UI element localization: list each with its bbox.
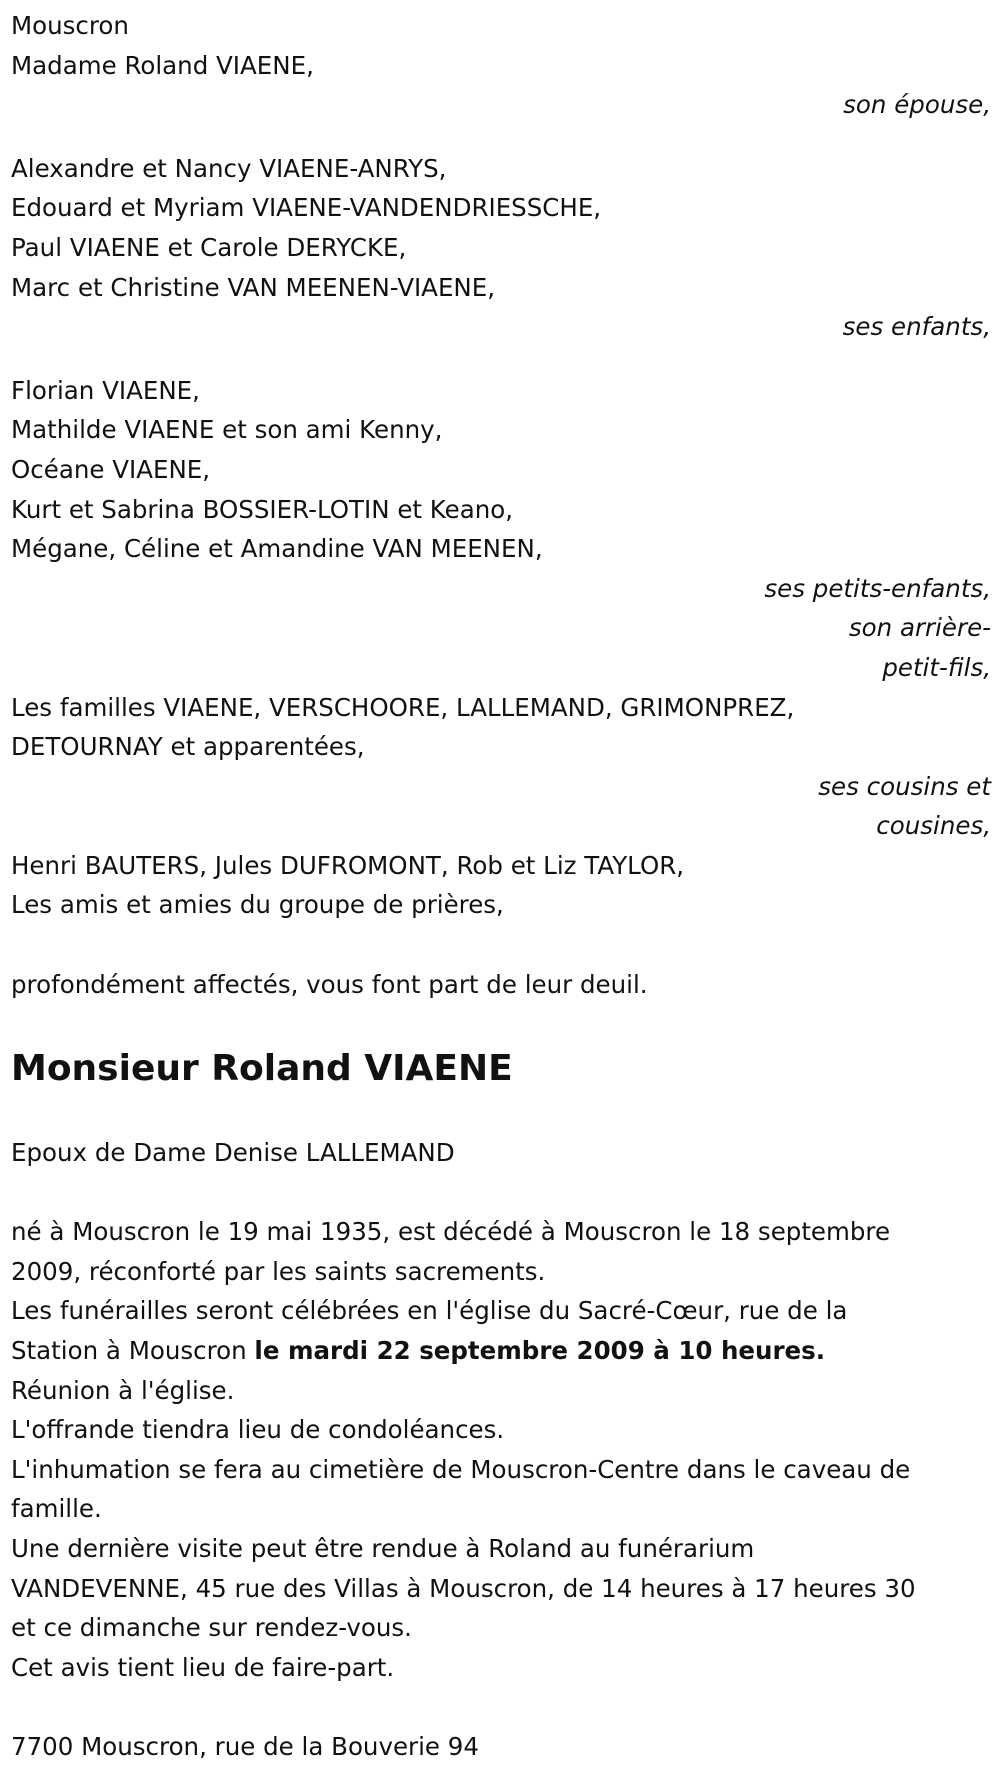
grandchild-name: Mathilde VIAENE et son ami Kenny,: [11, 415, 443, 445]
spacer: [11, 125, 991, 149]
child-name: Marc et Christine VAN MEENEN-VIAENE,: [11, 272, 496, 302]
spacer: [11, 1109, 991, 1133]
visit-line: VANDEVENNE, 45 rue des Villas à Mouscron, de 14 heures à 17 heures 30: [11, 1573, 916, 1603]
spacer: [11, 347, 991, 371]
obituary-document: [11, 6, 991, 1767]
grandchild-name: Kurt et Sabrina BOSSIER-LOTIN et Keano,: [11, 494, 514, 524]
spacer: [11, 1687, 991, 1727]
child-name: Alexandre et Nancy VIAENE-ANRYS,: [11, 153, 447, 183]
funeral-location-text: Station à Mouscron: [11, 1336, 255, 1366]
funeral-datetime: le mardi 22 septembre 2009 à 10 heures.: [254, 1336, 826, 1366]
grandchild-name: Florian VIAENE,: [11, 375, 200, 405]
notice-line: Cet avis tient lieu de faire-part.: [11, 1652, 395, 1682]
visit-line: Une dernière visite peut être rendue à Roland au funérarium: [11, 1534, 755, 1563]
birth-death-line: 2009, réconforté par les saints sacrements.: [11, 1256, 546, 1286]
spouse-name: Madame Roland VIAENE,: [11, 50, 314, 80]
cousins-role: cousines,: [876, 811, 991, 841]
child-name: Paul VIAENE et Carole DERYCKE,: [11, 232, 407, 262]
grandchild-name: Mégane, Céline et Amandine VAN MEENEN,: [11, 534, 543, 564]
friends-name: Les amis et amies du groupe de prières,: [11, 890, 504, 920]
great-grandchild-role: petit-fils,: [882, 652, 991, 682]
birth-death-line: né à Mouscron le 19 mai 1935, est décédé à Mouscron le 18 septembre: [11, 1217, 891, 1247]
offering-line: L'offrande tiendra lieu de condoléances.: [11, 1415, 505, 1445]
grandchildren-role: ses petits-enfants,: [764, 573, 991, 603]
child-name: Edouard et Myriam VIAENE-VANDENDRIESSCHE,: [11, 193, 602, 223]
meeting-line: Réunion à l'église.: [11, 1375, 235, 1405]
grandchild-name: Océane VIAENE,: [11, 454, 211, 484]
spacer: [11, 925, 991, 965]
family-address: 7700 Mouscron, rue de la Bouverie 94: [11, 1732, 479, 1762]
spacer: [11, 1005, 991, 1029]
funeral-line: Les funérailles seront célébrées en l'église du Sacré-Cœur, rue de la: [11, 1296, 848, 1326]
visit-line: et ce dimanche sur rendez-vous.: [11, 1613, 412, 1643]
great-grandchild-role: son arrière-: [848, 613, 991, 643]
cousins-name: Les familles VIAENE, VERSCHOORE, LALLEMAND, GRIMONPREZ,: [11, 692, 795, 722]
burial-line: famille.: [11, 1494, 102, 1524]
deceased-name: Monsieur Roland VIAENE: [11, 1047, 513, 1089]
cousins-role: ses cousins et: [818, 771, 991, 801]
funeral-line: [11, 1331, 991, 1371]
children-role: ses enfants,: [842, 312, 991, 342]
friends-name: Henri BAUTERS, Jules DUFROMONT, Rob et Liz TAYLOR,: [11, 850, 685, 880]
burial-line: L'inhumation se fera au cimetière de Mouscron-Centre dans le caveau de: [11, 1454, 911, 1484]
spouse-role: son épouse,: [843, 90, 991, 120]
cousins-name: DETOURNAY et apparentées,: [11, 732, 365, 762]
deceased-spouse-line: Epoux de Dame Denise LALLEMAND: [11, 1137, 455, 1167]
city-heading: Mouscron: [11, 11, 129, 40]
spacer: [11, 1172, 991, 1212]
announcement-text: profondément affectés, vous font part de leur deuil.: [11, 970, 648, 1000]
